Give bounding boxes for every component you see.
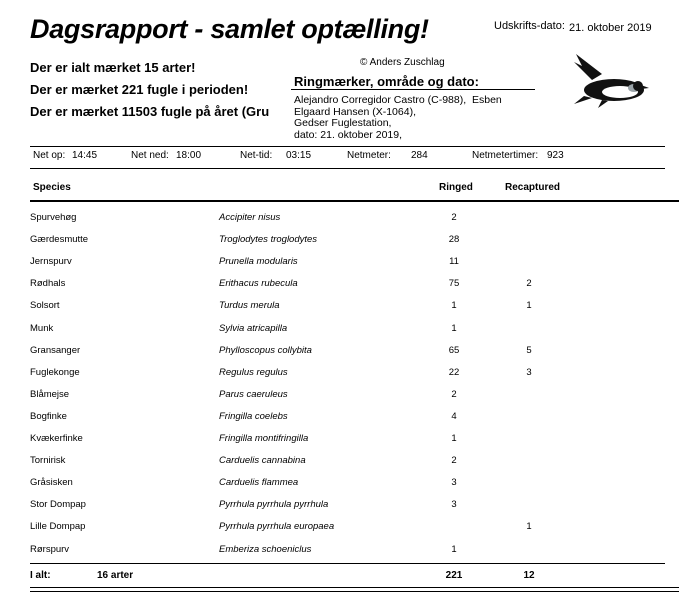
ringed-count: 3: [451, 477, 457, 489]
species-danish-name: Kvækerfinke: [30, 433, 83, 444]
species-latin-name: Phylloscopus collybita: [219, 344, 312, 356]
table-row: [0, 361, 697, 383]
species-danish-name: Bogfinke: [30, 410, 67, 422]
recaptured-count: 3: [526, 366, 532, 378]
ringed-count: 28: [448, 234, 460, 246]
species-danish-name: Gråsisken: [30, 477, 73, 489]
species-latin-name: Fringilla coelebs: [219, 410, 288, 422]
ringed-count: 2: [451, 455, 457, 467]
total-recaptured: 12: [523, 570, 535, 581]
table-row: [0, 471, 697, 493]
ringed-count: 1: [451, 300, 457, 312]
net-down-value: 18:00: [176, 150, 202, 161]
net-down-label: Net ned:: [131, 150, 169, 161]
species-danish-name: Solsort: [30, 300, 60, 312]
total-species-count: 16 arter: [97, 570, 134, 581]
recaptured-count: 5: [526, 344, 532, 356]
summary-birds-period: Der er mærket 221 fugle i perioden!: [30, 82, 249, 97]
species-latin-name: Pyrrhula pyrrhula europaea: [219, 521, 335, 533]
total-ringed: 221: [445, 570, 463, 581]
species-danish-name: Munk: [30, 322, 54, 334]
species-danish-name: Lille Dompap: [30, 521, 86, 533]
net-time-value: 03:15: [286, 150, 312, 161]
species-latin-name: Erithacus rubecula: [219, 278, 298, 290]
ringers-text: Alejandro Corregidor Castro (C-988), Esben Elgaard Hansen (X-1064), Gedser Fuglestation, dato: 21. oktober 2019,: [294, 94, 502, 141]
summary-species-count: Der er ialt mærket 15 arter!: [30, 60, 196, 75]
species-danish-name: Blåmejse: [30, 388, 70, 400]
species-latin-name: Troglodytes troglodytes: [219, 234, 318, 246]
ringed-count: 1: [451, 543, 457, 555]
table-row: [0, 206, 697, 228]
species-latin-name: Accipiter nisus: [219, 212, 281, 223]
net-up-label: Net op:: [33, 150, 66, 161]
species-danish-name: Rørspurv: [30, 543, 70, 555]
ringed-count: 4: [451, 410, 457, 422]
ringed-count: 3: [451, 499, 457, 511]
ringers-title-underline: [291, 89, 535, 90]
table-row: [0, 515, 697, 537]
table-row: [0, 383, 697, 405]
column-header-species: Species: [33, 182, 71, 193]
species-danish-name: Jernspurv: [30, 256, 72, 268]
net-time-label: Net-tid:: [240, 150, 273, 161]
table-row: [0, 538, 697, 560]
species-latin-name: Carduelis cannabina: [219, 455, 306, 467]
table-row: [0, 427, 697, 449]
species-latin-name: Parus caeruleus: [219, 388, 288, 400]
recaptured-count: 1: [526, 521, 532, 533]
species-latin-name: Sylvia atricapilla: [219, 322, 288, 334]
table-row: [0, 405, 697, 427]
species-danish-name: Gærdesmutte: [30, 234, 89, 246]
recaptured-count: 2: [526, 278, 532, 290]
ringed-count: 1: [451, 433, 457, 444]
table-row: [0, 228, 697, 250]
divider-total-bottom-2: [30, 591, 679, 592]
species-latin-name: Regulus regulus: [219, 366, 288, 378]
column-header-ringed: Ringed: [439, 182, 473, 193]
divider-total-top: [30, 563, 665, 564]
net-meter-hours-value: 923: [547, 150, 564, 161]
ringed-count: 2: [451, 212, 457, 223]
divider-header: [30, 200, 679, 202]
net-meters-label: Netmeter:: [347, 150, 391, 161]
table-row: [0, 272, 697, 294]
net-meter-hours-label: Netmetertimer:: [472, 150, 539, 161]
species-danish-name: Spurvehøg: [30, 212, 77, 223]
ringers-title: Ringmærker, område og dato:: [294, 74, 479, 89]
species-latin-name: Fringilla montifringilla: [219, 433, 309, 444]
column-header-recaptured: Recaptured: [505, 182, 561, 193]
species-danish-name: Stor Dompap: [30, 499, 86, 511]
net-meters-value: 284: [411, 150, 428, 161]
species-danish-name: Gransanger: [30, 344, 81, 356]
net-up-value: 14:45: [72, 150, 98, 161]
divider-stats-bottom: [30, 168, 665, 169]
ringed-count: 11: [449, 256, 459, 268]
ringed-count: 22: [448, 366, 460, 378]
print-date: 21. oktober 2019: [569, 22, 652, 34]
print-date-label: Udskrifts-dato:: [494, 20, 565, 32]
table-row: [0, 339, 697, 361]
species-latin-name: Turdus merula: [219, 300, 280, 312]
ringed-count: 2: [451, 388, 457, 400]
species-latin-name: Prunella modularis: [219, 256, 298, 268]
table-row: [0, 493, 697, 515]
recaptured-count: 1: [526, 300, 532, 312]
copyright-note: © Anders Zuschlag: [360, 57, 445, 68]
species-danish-name: Tornirisk: [30, 455, 66, 467]
report-title: Dagsrapport - samlet optælling!: [30, 14, 429, 44]
ringed-count: 1: [451, 322, 457, 334]
table-row: [0, 317, 697, 339]
species-danish-name: Rødhals: [30, 278, 66, 290]
table-row: [0, 250, 697, 272]
divider-total-bottom-1: [30, 587, 679, 588]
bird-logo-icon: [572, 52, 650, 110]
species-latin-name: Carduelis flammea: [219, 477, 299, 489]
ringed-count: 65: [448, 344, 460, 356]
ringed-count: 75: [448, 278, 460, 290]
table-row: [0, 294, 697, 316]
species-latin-name: Pyrrhula pyrrhula pyrrhula: [219, 499, 329, 511]
total-label: I alt:: [30, 570, 51, 581]
species-danish-name: Fuglekonge: [30, 366, 80, 378]
divider-stats-top: [30, 146, 665, 147]
table-row: [0, 449, 697, 471]
summary-birds-year: Der er mærket 11503 fugle på året (Gru: [30, 104, 270, 119]
species-latin-name: Emberiza schoeniclus: [219, 543, 312, 555]
